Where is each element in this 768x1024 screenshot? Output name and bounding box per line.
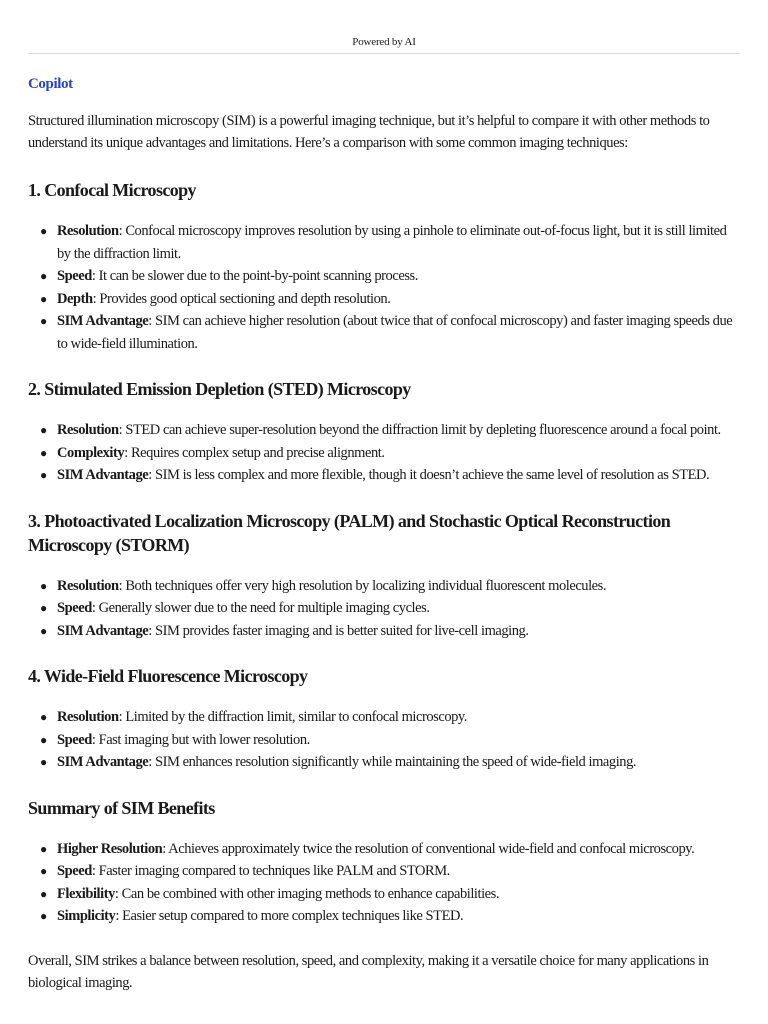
page-header: Powered by AI [352,36,416,48]
list-item [40,442,734,465]
bullet-icon: ● [40,864,47,878]
bullet-icon: ● [40,314,47,328]
bullet-list [28,419,734,487]
item-term: Speed [57,731,92,748]
list-item [40,597,734,620]
list-item [40,620,734,643]
item-term: Simplicity [57,908,116,924]
list-item [40,220,734,265]
list-item [40,751,734,774]
item-text: : SIM can achieve higher resolution (about twice that of confocal microscopy) and faster imaging speeds due to wide-field illumination. [57,313,733,352]
item-text: : Confocal microscopy improves resolution by using a pinhole to eliminate out-of-focus light, but it is still limited by the diffraction limit. [57,223,727,262]
item-text: : SIM provides faster imaging and is better suited for live-cell imaging. [148,622,529,639]
item-term: Resolution [57,223,119,239]
bullet-icon: ● [40,732,47,747]
bullet-icon: ● [40,755,47,769]
bullet-icon: ● [40,468,47,482]
list-item [40,729,734,752]
bullet-icon: ● [40,710,47,724]
bullet-icon: ● [40,623,47,638]
section-heading: Summary of SIM Benefits [28,797,215,818]
item-text: : Easier setup compared to more complex techniques like STED. [115,908,464,924]
item-text: : Faster imaging compared to techniques like PALM and STORM. [91,863,450,879]
list-item [40,419,734,442]
section-heading: 3. Photoactivated Localization Microscopy (PALM) and Stochastic Optical Reconstruction Microscopy (STORM) [28,510,671,555]
item-text: : Both techniques offer very high resolution by localizing individual fluorescent molecules. [118,577,607,594]
bullet-icon: ● [40,291,47,306]
section-heading: 2. Stimulated Emission Depletion (STED) Microscopy [28,379,411,399]
bullet-icon: ● [40,841,47,856]
item-term: SIM Advantage [57,313,149,329]
list-item [40,905,734,928]
list-item [40,265,734,288]
list-item [40,706,734,729]
item-text: : It can be slower due to the point-by-point scanning process. [91,268,418,284]
item-term: SIM Advantage [57,754,149,770]
item-text: : Can be combined with other imaging methods to enhance capabilities. [114,885,499,902]
item-term: Resolution [57,422,119,438]
item-text: : SIM is less complex and more flexible, though it doesn’t achieve the same level of resolution as STED. [148,467,710,483]
item-term: Complexity [57,444,125,461]
bullet-icon: ● [40,601,47,615]
bullet-icon: ● [40,423,47,437]
item-term: SIM Advantage [57,622,149,639]
item-text: : Limited by the diffraction limit, similar to confocal microscopy. [118,709,467,725]
item-term: SIM Advantage [57,467,149,483]
list-item [40,860,734,883]
item-text: : STED can achieve super-resolution beyond the diffraction limit by depleting fluorescence around a focal point. [118,422,721,438]
list-item [40,838,734,861]
item-term: Flexibility [57,885,115,902]
closing-paragraph: Overall, SIM strikes a balance between resolution, speed, and complexity, making it a versatile choice for many applications in biological imaging. [28,952,709,991]
item-term: Depth [57,290,93,307]
item-term: Speed [57,863,92,879]
bullet-list [28,706,734,774]
assistant-label: Copilot [28,76,73,92]
section-heading: 1. Confocal Microscopy [28,180,196,200]
item-term: Speed [57,268,92,284]
item-text: : Fast imaging but with lower resolution. [91,731,310,748]
item-term: Higher Resolution [57,840,163,857]
bullet-list [28,575,734,643]
section-heading: 4. Wide-Field Fluorescence Microscopy [28,666,308,686]
bullet-icon: ● [40,578,47,593]
item-text: : Requires complex setup and precise alignment. [124,444,385,461]
bullet-icon: ● [40,269,47,283]
list-item [40,575,734,598]
item-term: Resolution [57,709,119,725]
bullet-icon: ● [40,909,47,923]
header-divider [28,53,740,54]
item-text: : Generally slower due to the need for multiple imaging cycles. [91,600,430,616]
bullet-list [28,220,734,355]
bullet-icon: ● [40,445,47,460]
list-item [40,883,734,906]
item-term: Speed [57,600,92,616]
list-item [40,464,734,487]
intro-paragraph: Structured illumination microscopy (SIM) is a powerful imaging technique, but it’s helpful to compare it with other methods to understand its unique advantages and limitations. Here’s a comparison with some common imaging techniques: [28,113,710,151]
bullet-list [28,838,734,928]
bullet-icon: ● [40,886,47,901]
list-item [40,310,734,355]
document-body [28,74,734,994]
item-text: : Provides good optical sectioning and depth resolution. [92,290,391,307]
item-term: Resolution [57,577,119,594]
list-item [40,288,734,311]
item-text: : SIM enhances resolution significantly while maintaining the speed of wide-field imaging. [148,754,637,770]
sections-container [28,178,734,928]
item-text: : Achieves approximately twice the resolution of conventional wide-field and confocal microscopy. [162,840,695,857]
bullet-icon: ● [40,224,47,238]
